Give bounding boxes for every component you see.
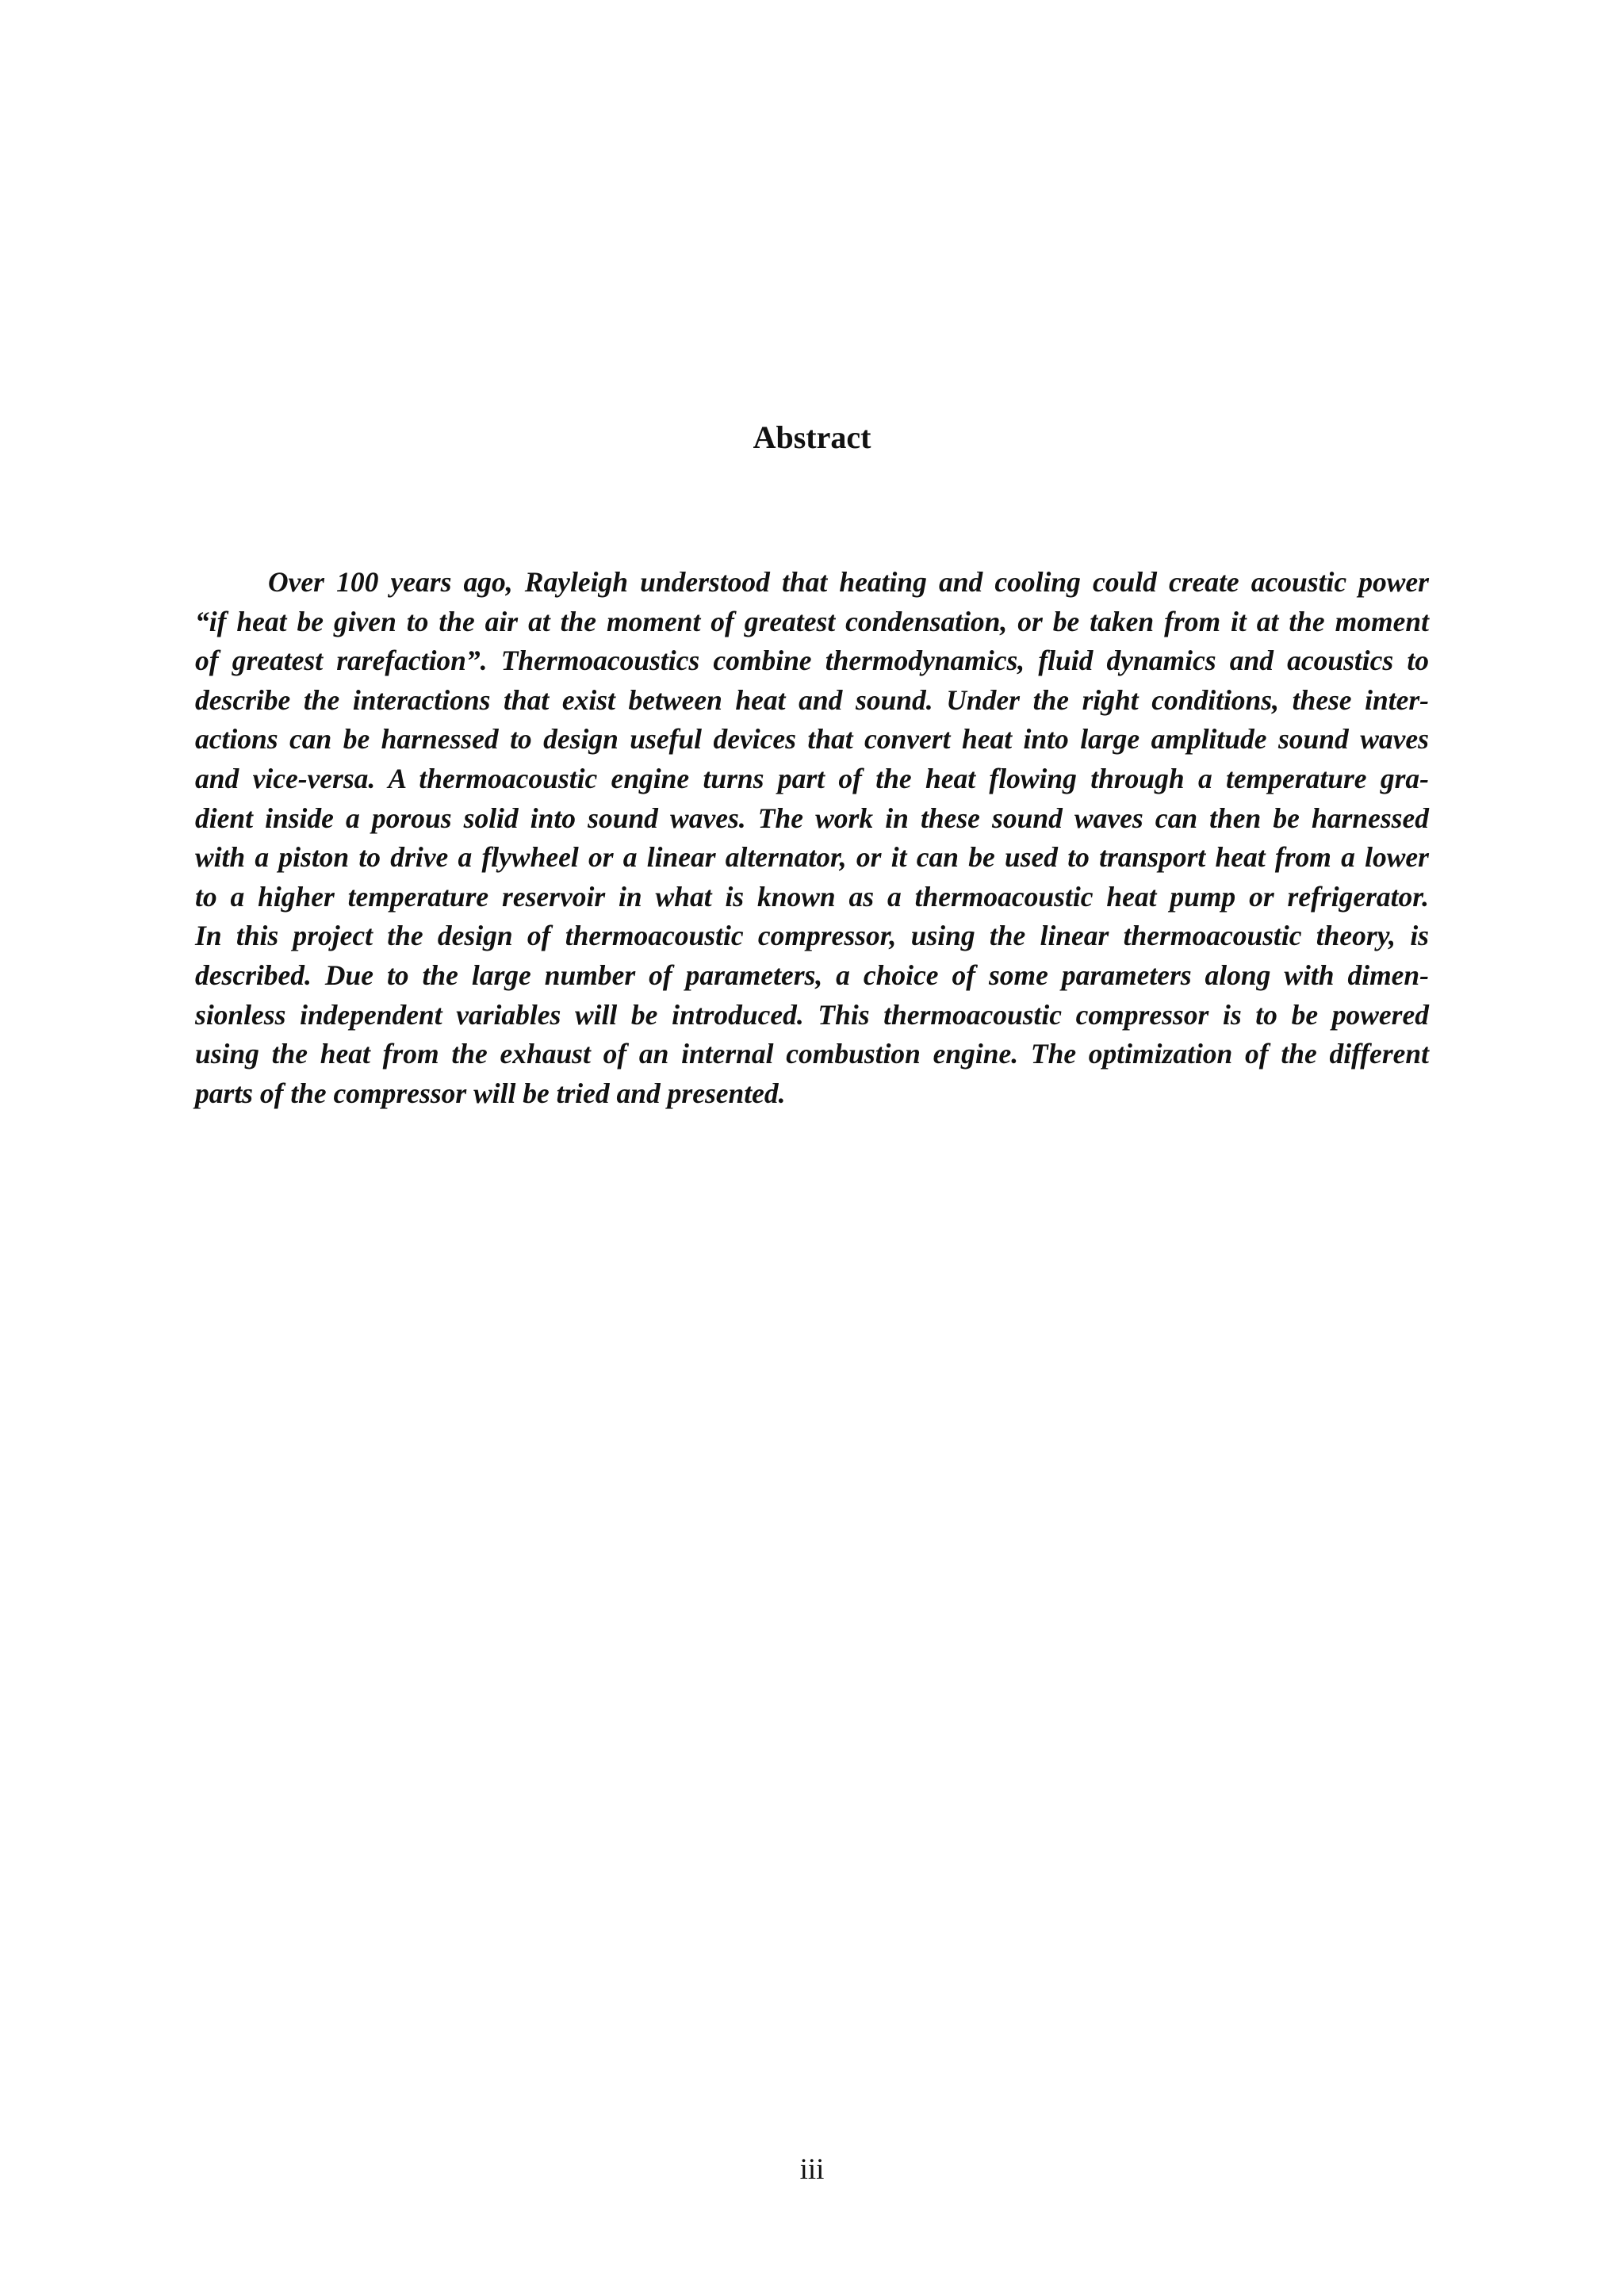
abstract-line: sionless independent variables will be introduced. This thermoacoustic compressor is to be powered <box>195 998 1429 1031</box>
abstract-line: “if heat be given to the air at the moment of greatest condensation, or be taken from it at the moment <box>195 605 1429 637</box>
abstract-line: actions can be harnessed to design useful devices that convert heat into large amplitude sound waves <box>195 723 1429 756</box>
page-number: iii <box>799 2153 825 2186</box>
abstract-line: In this project the design of thermoacoustic compressor, using the linear thermoacoustic theory, is <box>195 920 1429 952</box>
abstract-title: Abstract <box>753 419 871 455</box>
abstract-line: Over 100 years ago, Rayleigh understood that heating and cooling could create acoustic power <box>268 566 1429 598</box>
abstract-line: parts of the compressor will be tried and presented. <box>195 1077 786 1109</box>
abstract-line: to a higher temperature reservoir in what is known as a thermoacoustic heat pump or refrigerator. <box>195 880 1429 913</box>
abstract-line: dient inside a porous solid into sound waves. The work in these sound waves can then be harnessed <box>195 802 1429 834</box>
abstract-line: of greatest rarefaction”. Thermoacoustics combine thermodynamics, fluid dynamics and acoustics to <box>195 645 1429 677</box>
abstract-paragraph <box>195 563 1429 1113</box>
abstract-line: describe the interactions that exist between heat and sound. Under the right conditions, these inter- <box>195 683 1429 716</box>
abstract-line: described. Due to the large number of parameters, a choice of some parameters along with dimen- <box>195 959 1429 991</box>
abstract-line: with a piston to drive a flywheel or a linear alternator, or it can be used to transport heat from a lower <box>195 841 1429 874</box>
abstract-line: using the heat from the exhaust of an internal combustion engine. The optimization of the different <box>195 1038 1429 1070</box>
abstract-line: and vice-versa. A thermoacoustic engine turns part of the heat flowing through a temperature gra- <box>195 762 1429 794</box>
